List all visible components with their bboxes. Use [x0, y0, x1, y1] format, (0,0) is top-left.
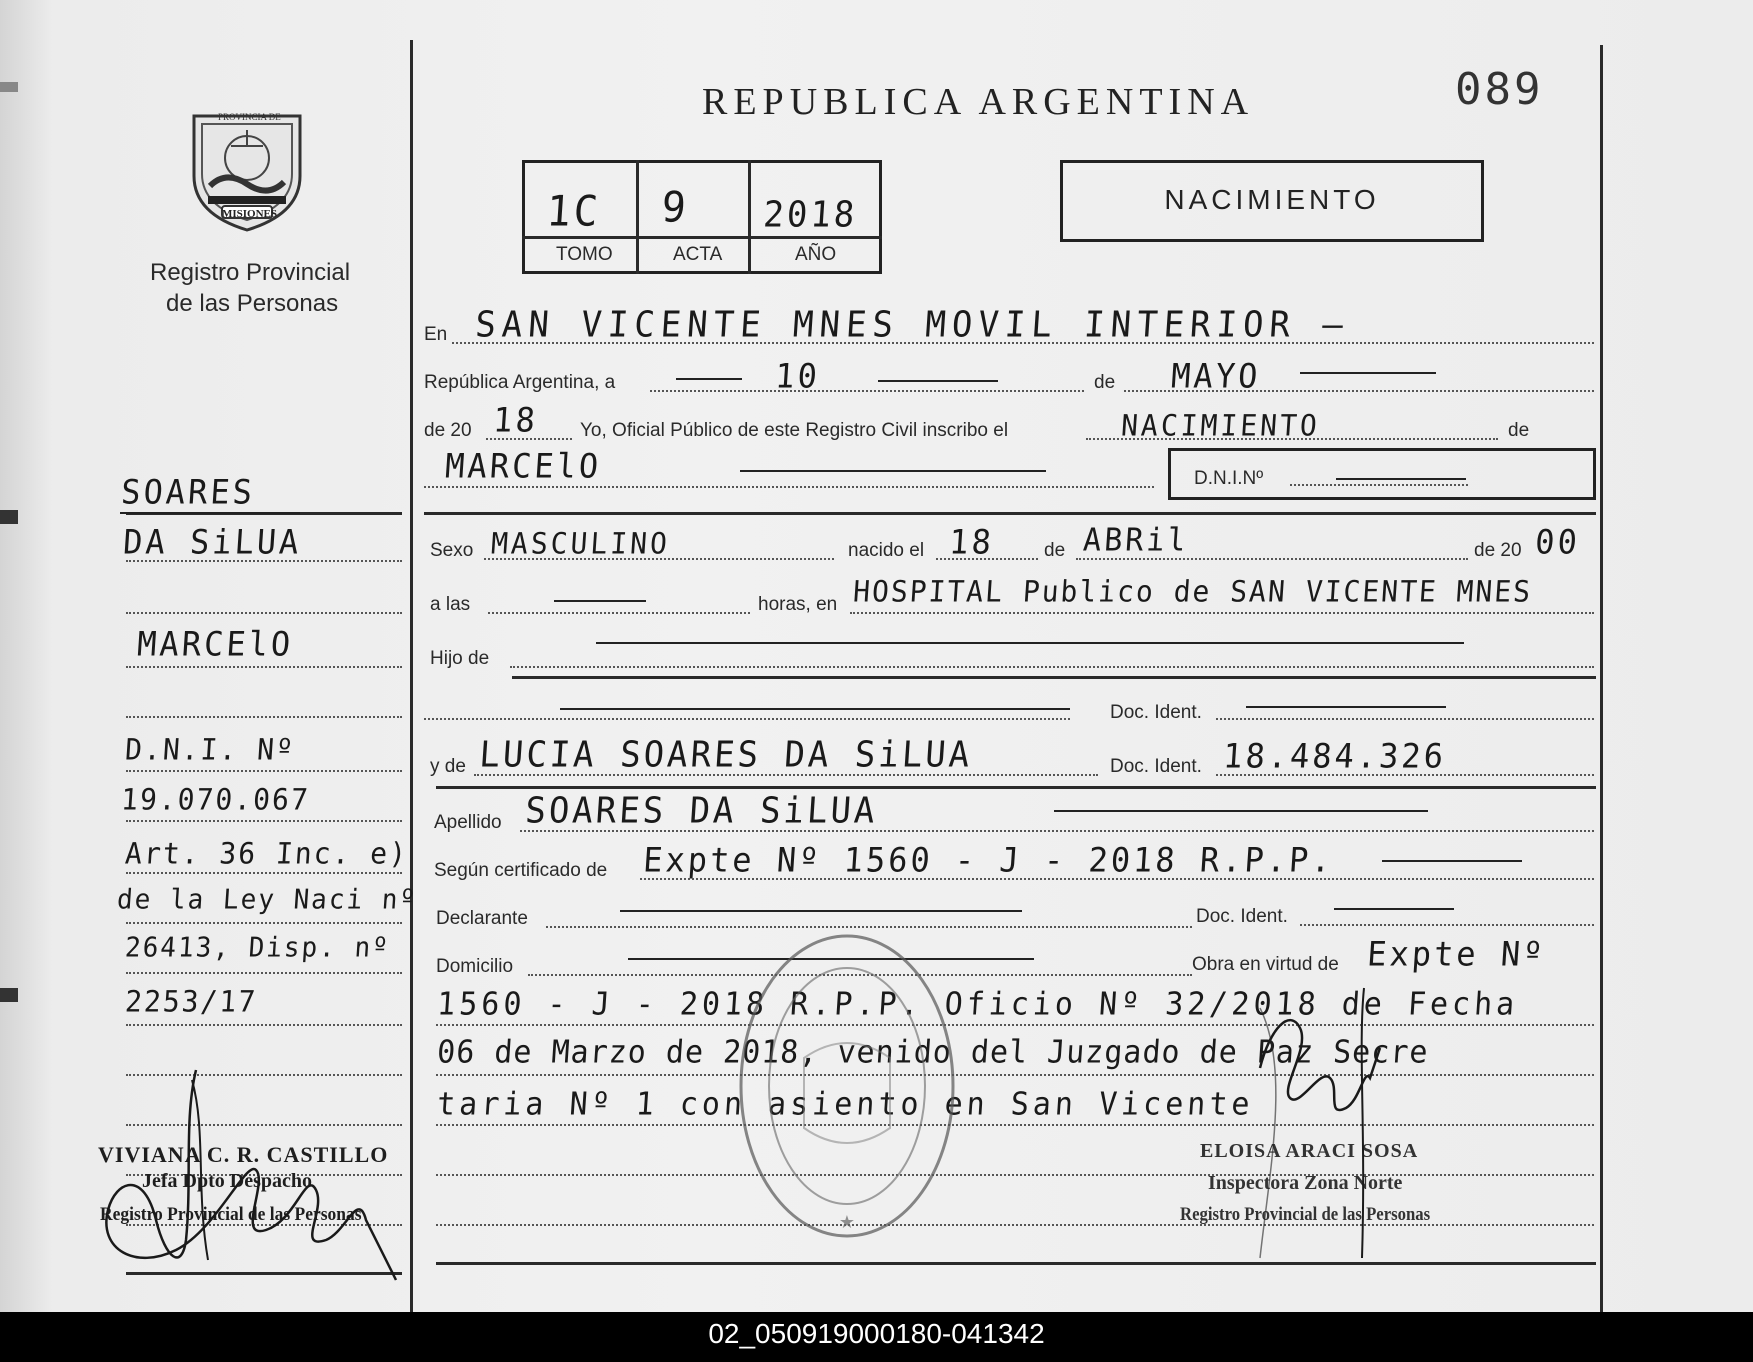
dotted-line [436, 1174, 1594, 1176]
page-number: 089 [1455, 64, 1544, 115]
dotted-line [126, 820, 402, 822]
office-line1: Registro Provincial [150, 259, 351, 286]
blank-dash [1300, 372, 1436, 374]
dotted-line [126, 1024, 402, 1026]
dotted-line [126, 612, 402, 614]
bottom-rule [436, 1262, 1596, 1265]
observation-line3: taria Nº 1 con asiento en San Vicente [436, 1086, 1255, 1123]
sex-value: MASCULINO [490, 526, 672, 561]
dotted-line [520, 830, 1594, 832]
margin-given-name: MARCElO [136, 624, 295, 664]
label-apellido: Apellido [434, 812, 502, 833]
office-line2: de las Personas [166, 290, 339, 317]
birth-year-value: 00 [1534, 522, 1582, 562]
label-en: En [424, 324, 448, 345]
label-doc-ident3: Doc. Ident. [1196, 906, 1288, 927]
birth-day-value: 18 [948, 522, 996, 562]
anio-value: 2018 [762, 194, 859, 236]
blank-dash [1334, 908, 1454, 910]
label-a-las: a las [430, 594, 471, 615]
label-dni: D.N.I.Nº [1194, 468, 1264, 489]
dotted-line [436, 1074, 1594, 1076]
blank-dash [1054, 810, 1428, 812]
day-value: 10 [774, 356, 822, 396]
margin-surname2: DA SiLUA [122, 522, 303, 562]
margin-note4: de la Ley Naci nº [116, 884, 419, 916]
dotted-line [650, 390, 1084, 392]
document-code: 02_050919000180-041342 [708, 1318, 1045, 1349]
dotted-line [640, 878, 1594, 880]
field-rule [436, 786, 1596, 789]
label-yo-oficial: Yo, Oficial Público de este Registro Civil inscribo el [580, 420, 1009, 441]
acta-value: 9 [660, 183, 691, 232]
blank-dash [676, 378, 742, 380]
act-type: NACIMIENTO [1164, 184, 1380, 215]
label-segun: Según certificado de [434, 860, 608, 881]
label-y-de: y de [430, 756, 466, 777]
binder-mark [0, 510, 18, 524]
dotted-line [488, 612, 750, 614]
dotted-line [1216, 774, 1594, 776]
blank-dash [740, 470, 1046, 472]
observation-line2: 06 de Marzo de 2018, venido del Juzgado de Paz Secre [436, 1034, 1430, 1071]
margin-note1: D.N.I. Nº [124, 732, 297, 767]
dotted-line [126, 560, 402, 562]
name-value: MARCElO [444, 446, 603, 486]
label-doc-ident1: Doc. Ident. [1110, 702, 1202, 723]
label-de-20-birth: de 20 [1474, 540, 1522, 561]
label-de: de [1094, 372, 1116, 393]
surname-value: SOARES DA SiLUA [524, 790, 879, 832]
right-signer-org: Registro Provincial de las Personas [1180, 1204, 1431, 1225]
dotted-line [126, 716, 402, 718]
right-border [1600, 45, 1603, 1312]
blank-dash [878, 380, 998, 382]
dotted-line [126, 972, 402, 974]
observation-line1: 1560 - J - 2018 R.P.P. Oficio Nº 32/2018 de Fecha [436, 986, 1520, 1023]
seal-text-top: PROVINCIA DE [218, 112, 281, 122]
right-signature-scribble [1230, 968, 1410, 1268]
registry-divider [748, 160, 751, 274]
left-signer-name: VIVIANA C. R. CASTILLO [98, 1142, 389, 1167]
registry-divider [522, 236, 882, 239]
dotted-line [126, 872, 402, 874]
blank-dash [554, 600, 646, 602]
left-signature-scribble [96, 1060, 416, 1290]
seal-text-bottom: MISIONES [222, 208, 278, 220]
place-value: SAN VICENTE MNES MOVIL INTERIOR — [474, 304, 1351, 346]
dotted-line [126, 770, 402, 772]
dotted-line [936, 558, 1038, 560]
official-stamp-icon [734, 928, 960, 1244]
dotted-line [510, 666, 1594, 668]
label-republica: República Argentina, a [424, 372, 616, 393]
label-de-end: de [1508, 420, 1530, 441]
margin-note2: 19.070.067 [120, 782, 311, 817]
dotted-line [436, 1124, 1594, 1126]
month-value: MAYO [1170, 356, 1262, 396]
label-doc-ident2: Doc. Ident. [1110, 756, 1202, 777]
tomo-label: TOMO [556, 244, 613, 265]
obra-value: Expte Nº [1366, 934, 1547, 974]
country-title: REPUBLICA ARGENTINA [702, 81, 1255, 123]
label-hijo-de: Hijo de [430, 648, 490, 669]
label-declarante: Declarante [436, 908, 528, 929]
dotted-line [424, 486, 1154, 488]
dotted-line [1290, 484, 1468, 486]
dotted-line [1300, 924, 1594, 926]
underline [120, 512, 300, 514]
margin-note3: Art. 36 Inc. e) [124, 836, 410, 871]
blank-dash [1336, 478, 1466, 480]
blank-dash [1382, 860, 1522, 862]
dotted-line [424, 718, 1070, 720]
margin-surname1: SOARES [120, 472, 257, 512]
dotted-line [484, 558, 834, 560]
label-sexo: Sexo [430, 540, 474, 561]
registry-divider [636, 160, 639, 274]
blank-dash [1246, 706, 1446, 708]
label-obra: Obra en virtud de [1192, 954, 1339, 975]
right-signer-role: Inspectora Zona Norte [1208, 1172, 1403, 1194]
left-signer-org: Registro Provincial de las Personas [100, 1204, 362, 1225]
label-domicilio: Domicilio [436, 956, 514, 977]
label-de-month: de [1044, 540, 1066, 561]
binder-mark [0, 988, 18, 1002]
field-rule [512, 676, 1596, 679]
label-nacido-el: nacido el [848, 540, 925, 561]
tomo-value: 1C [545, 187, 603, 236]
dotted-line [1076, 558, 1468, 560]
year-value: 18 [492, 400, 540, 440]
dotted-line [850, 612, 1594, 614]
acta-label: ACTA [673, 244, 723, 265]
left-signer-role: Jefa Dpto Despacho [142, 1170, 312, 1192]
margin-note6: 2253/17 [124, 984, 259, 1019]
anio-label: AÑO [795, 244, 837, 265]
mother-value: LUCIA SOARES DA SiLUA [478, 734, 974, 776]
blank-dash [620, 910, 1022, 912]
dotted-line [126, 922, 402, 924]
certificate-value: Expte Nº 1560 - J - 2018 R.P.P. [642, 840, 1335, 880]
binder-mark [0, 82, 18, 92]
label-de20: de 20 [424, 420, 472, 441]
blank-dash [560, 708, 1070, 710]
right-signer-name: ELOISA ARACI SOSA [1200, 1140, 1419, 1162]
section-rule [424, 512, 1596, 515]
dotted-line [436, 1024, 1594, 1026]
label-horas-en: horas, en [758, 594, 838, 615]
dotted-line [474, 774, 1098, 776]
birth-month-value: ABRil [1082, 522, 1190, 559]
dotted-line [486, 438, 572, 440]
margin-note5: 26413, Disp. nº [124, 932, 391, 964]
birthplace-value: HOSPITAL Publico de SAN VICENTE MNES [852, 574, 1534, 609]
svg-text:★: ★ [838, 1212, 856, 1232]
act-value: NACIMIENTO [1120, 408, 1321, 443]
dotted-line [126, 666, 402, 668]
mother-doc-value: 18.484.326 [1222, 736, 1448, 776]
blank-dash [596, 642, 1464, 644]
dotted-line [1216, 718, 1594, 720]
